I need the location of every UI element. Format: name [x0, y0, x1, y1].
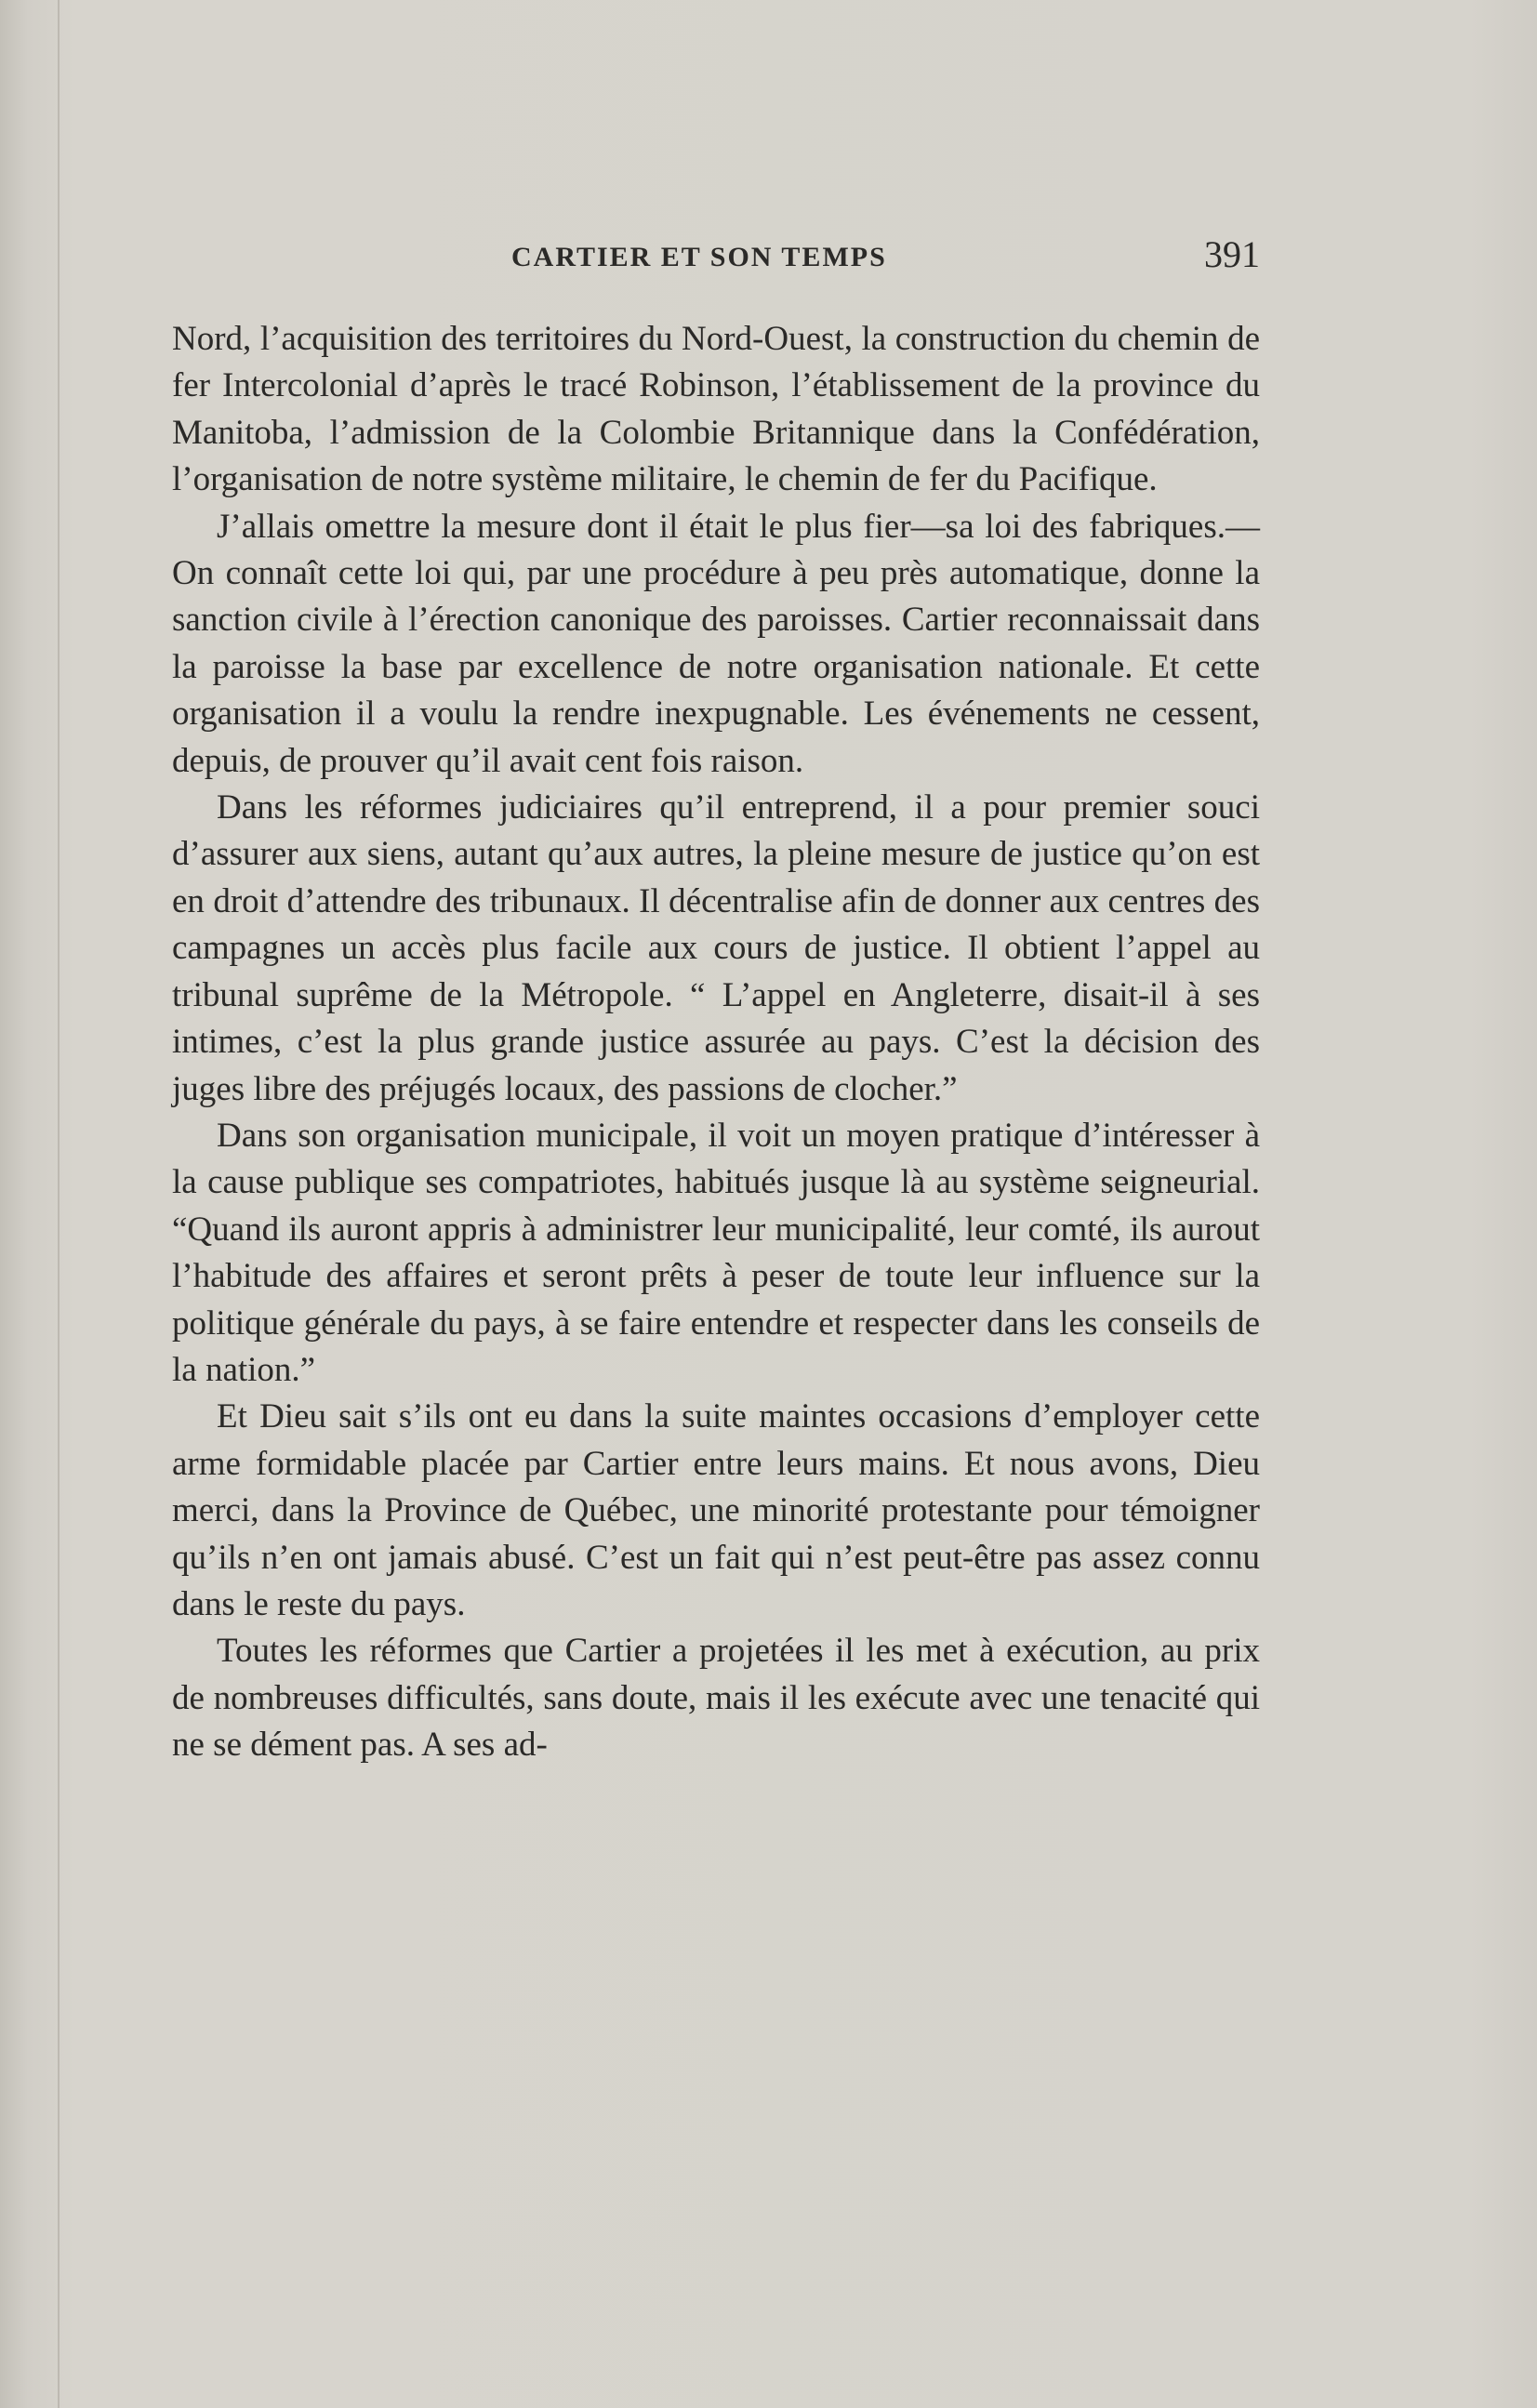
paragraph: Dans son organisation municipale, il voit un moyen pratique d’intéresser à la cause publique ses compatriotes, habitués jusque là au système seigneurial. “Quand ils auront appris à administrer leur municipalité, leur comté, ils aurout l’habitude des affaires et seront prêts à peser de toute leur influence sur la politique générale du pays, à se faire entendre et respecter dans les conseils de la nation.” — [172, 1116, 1260, 1389]
paragraph: Et Dieu sait s’ils ont eu dans la suite maintes occasions d’employer cette arme formidable placée par Cartier entre leurs mains. Et nous avons, Dieu merci, dans la Province de Québec, une minorité protestante pour témoigner qu’ils n’en ont jamais abusé. C’est un fait qui n’est peut-être pas assez connu dans le reste du pays. — [172, 1397, 1260, 1623]
page-number: 391 — [1204, 233, 1260, 275]
binding-gutter — [58, 0, 60, 2408]
paragraph: J’allais omettre la mesure dont il était le plus fier—sa loi des fabriques.—On connaît cette loi qui, par une procédure à peu près automatique, donne la sanction civile à l’érection canonique des paroisses. Cartier reconnaissait dans la paroisse la base par excellence de notre organisation nationale. Et cette organisation il a voulu la rendre inexpugnable. Les événements ne cessent, depuis, de prouver qu’il avait cent fois raison. — [172, 507, 1260, 780]
paragraph: Nord, l’acquisition des territoires du Nord-Ouest, la construction du chemin de fer Intercolonial d’après le tracé Robinson, l’établissement de la province du Manitoba, l’admission de la Colombie Britannique dans la Confédération, l’organisation de notre système militaire, le chemin de fer du Pacifique. — [172, 320, 1260, 499]
body-text — [172, 316, 1260, 1769]
paragraph: Dans les réformes judiciaires qu’il entreprend, il a pour premier souci d’assurer aux siens, autant qu’aux autres, la pleine mesure de justice qu’on est en droit d’attendre des tribunaux. Il décentralise afin de donner aux centres des campagnes un accès plus facile aux cours de justice. Il obtient l’appel au tribunal suprême de la Métropole. “ L’appel en Angleterre, disait-il à ses intimes, c’est la plus grande justice assurée au pays. C’est la décision des juges libre des préjugés locaux, des passions de clocher.” — [172, 788, 1260, 1108]
page-header — [167, 232, 1260, 288]
paragraph: Toutes les réformes que Cartier a projetées il les met à exécution, au prix de nombreuses difficultés, sans doute, mais il les exécute avec une tenacité qui ne se dément pas. A ses ad- — [172, 1632, 1260, 1765]
running-title: CARTIER ET SON TEMPS — [511, 242, 887, 272]
